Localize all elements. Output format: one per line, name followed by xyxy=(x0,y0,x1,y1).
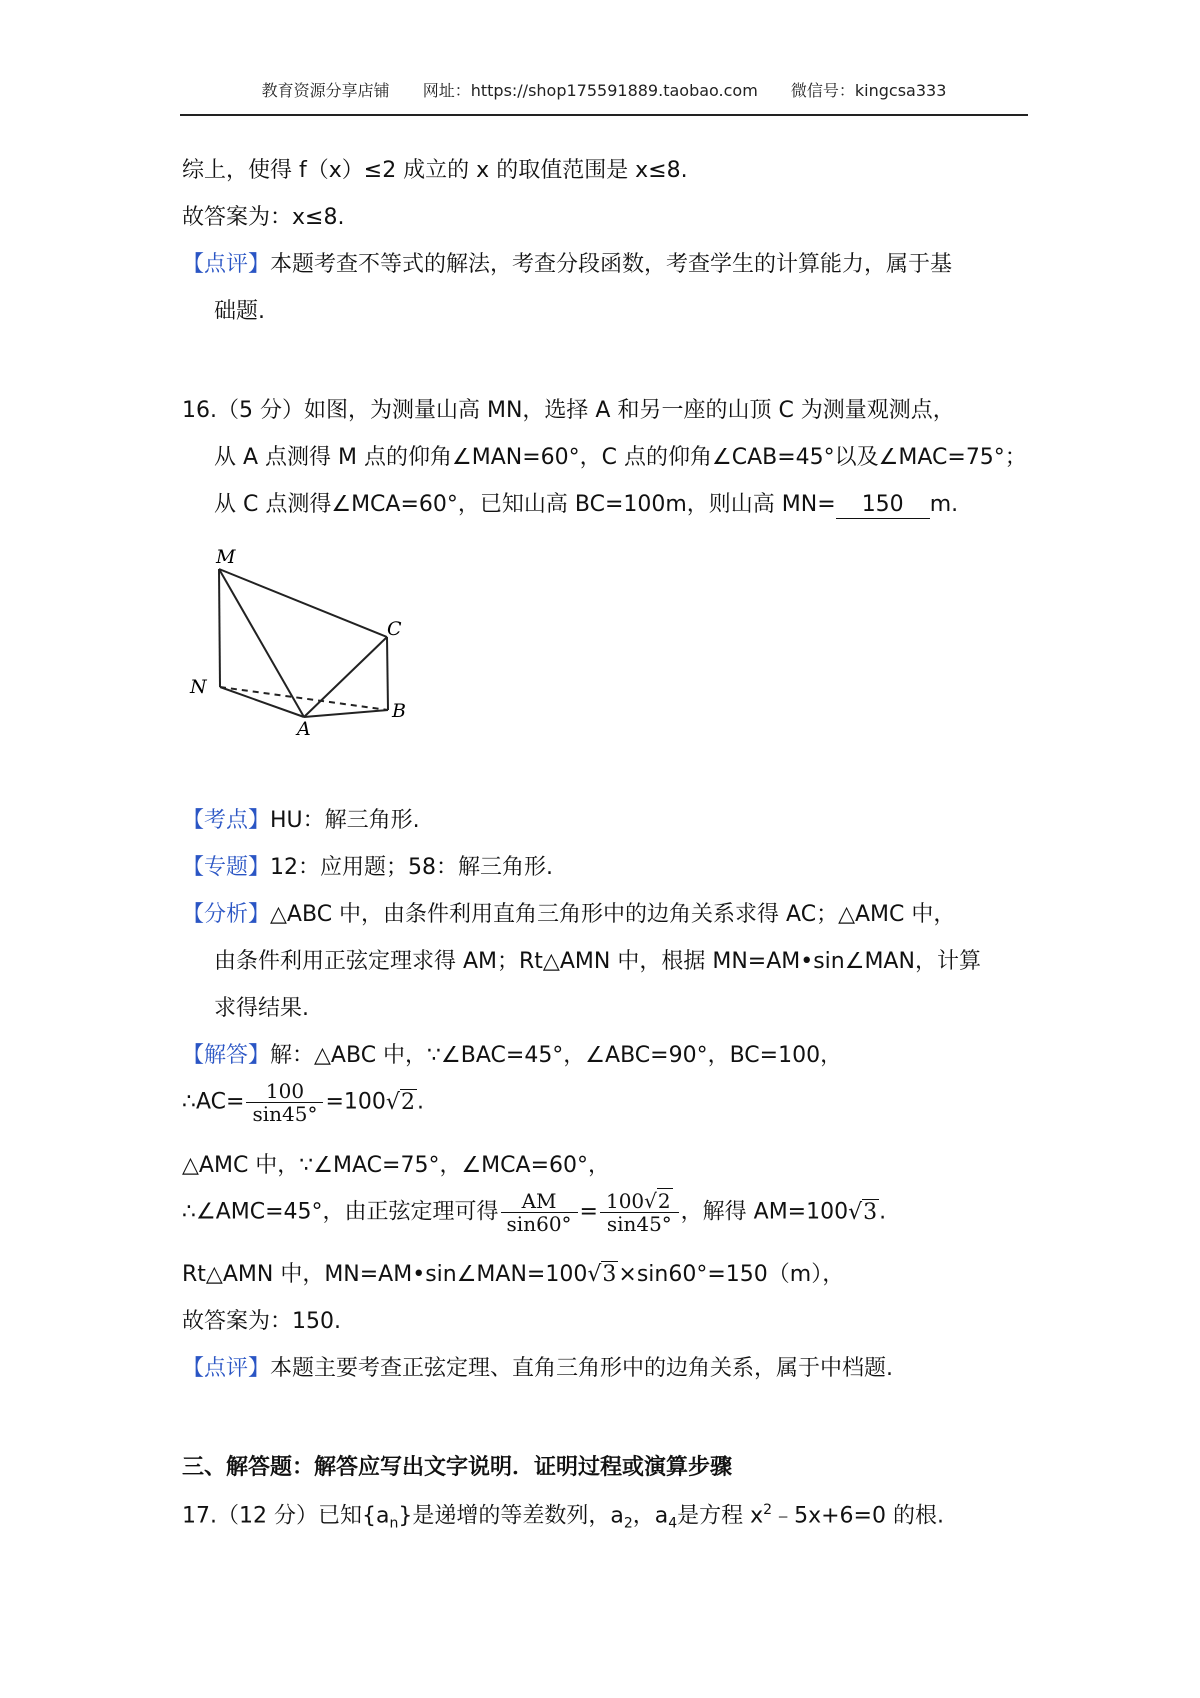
wechat-id: kingcsa333 xyxy=(854,81,947,100)
q16-zhuanti: 【专题】12：应用题；58：解三角形. xyxy=(182,855,553,880)
label-m: M xyxy=(216,546,236,568)
q16-line3: 从 C 点测得∠MCA=60°，已知山高 BC=100m，则山高 MN= 150 m. xyxy=(214,492,958,519)
line-mn xyxy=(219,569,220,687)
geometry-figure xyxy=(180,535,420,740)
line-ma xyxy=(219,569,304,717)
q16-answer: 故答案为：150. xyxy=(182,1309,341,1334)
q16-review: 【点评】本题主要考查正弦定理、直角三角形中的边角关系，属于中档题. xyxy=(182,1356,894,1381)
q16-rt-line: Rt△AMN 中，MN=AM•sin∠MAN=100√3×sin60°=150（m）， xyxy=(182,1262,845,1287)
fraction-am: $\frac{AM}{\sin 60^\circ}$ xyxy=(501,1190,578,1235)
section3-title: 三、解答题：解答应写出文字说明．证明过程或演算步骤 xyxy=(182,1455,733,1480)
wechat-info: 微信号：kingcsa333 xyxy=(790,81,947,100)
fraction-ac: $\frac{100}{\sin 45^\circ}$ xyxy=(246,1080,323,1125)
fraction-100sqrt2: $\frac{100√2}{\sin 45^\circ}$ xyxy=(600,1190,679,1235)
answer-blank: 150 xyxy=(836,492,930,519)
site-info: 网址：https://shop175591889.taobao.com xyxy=(422,81,758,100)
q16-fenxi-2: 由条件利用正弦定理求得 AM；Rt△AMN 中，根据 MN=AM•sin∠MAN，计算 xyxy=(214,949,981,974)
sqrt-3: √3 xyxy=(848,1199,878,1225)
q16-kaodian: 【考点】HU：解三角形. xyxy=(182,808,420,833)
q17-line: 17.（12 分）已知$\{a_n\}$是递增的等差数列，$a_2$，$a_4$是方程 $x^2﹣5x+6=0$ 的根. xyxy=(182,1502,944,1532)
line-nb-dashed xyxy=(220,687,388,710)
sqrt-2: √2 xyxy=(385,1089,415,1115)
site-url: https://shop175591889.taobao.com xyxy=(470,81,758,100)
q16-amc-line: △AMC 中，∵∠MAC=75°，∠MCA=60°， xyxy=(182,1153,611,1178)
label-b: B xyxy=(392,700,406,722)
prev-review-cont: 础题. xyxy=(214,299,265,324)
line-na xyxy=(220,687,304,717)
q16-fenxi-3: 求得结果. xyxy=(214,996,309,1021)
prev-summary: 综上，使得 f（x）≤2 成立的 x 的取值范围是 x≤8. xyxy=(182,158,688,183)
page-header xyxy=(180,78,1028,116)
q16-law-line: ∴∠AMC=45°，由正弦定理可得 $\frac{AM}{\sin 60^\circ}$ = $\frac{100√2}{\sin 45^\circ}$ ，解得 AM=100√3. xyxy=(182,1189,887,1236)
line-ab xyxy=(304,710,388,717)
label-a: A xyxy=(297,718,311,740)
line-mc xyxy=(219,569,387,637)
label-n: N xyxy=(190,676,207,698)
q16-line1: 16.（5 分）如图，为测量山高 MN，选择 A 和另一座的山顶 C 为测量观测点， xyxy=(182,398,955,423)
prev-review: 【点评】本题考查不等式的解法，考查分段函数，考查学生的计算能力，属于基 xyxy=(182,252,953,277)
q16-ac-line: ∴AC= $\frac{100}{\sin 45^\circ}$ =100√2. xyxy=(182,1079,424,1126)
q16-fenxi: 【分析】△ABC 中，由条件利用直角三角形中的边角关系求得 AC；△AMC 中， xyxy=(182,902,956,927)
q16-line2: 从 A 点测得 M 点的仰角∠MAN=60°，C 点的仰角∠CAB=45°以及∠MAC=75°； xyxy=(214,445,1027,470)
review-tag: 【点评】 xyxy=(182,252,271,277)
label-c: C xyxy=(387,618,402,640)
line-cb xyxy=(387,637,388,710)
q16-jieda: 【解答】解：△ABC 中，∵∠BAC=45°，∠ABC=90°，BC=100， xyxy=(182,1043,843,1068)
shop-name: 教育资源分享店铺 xyxy=(261,81,390,100)
prev-answer: 故答案为：x≤8. xyxy=(182,205,345,230)
